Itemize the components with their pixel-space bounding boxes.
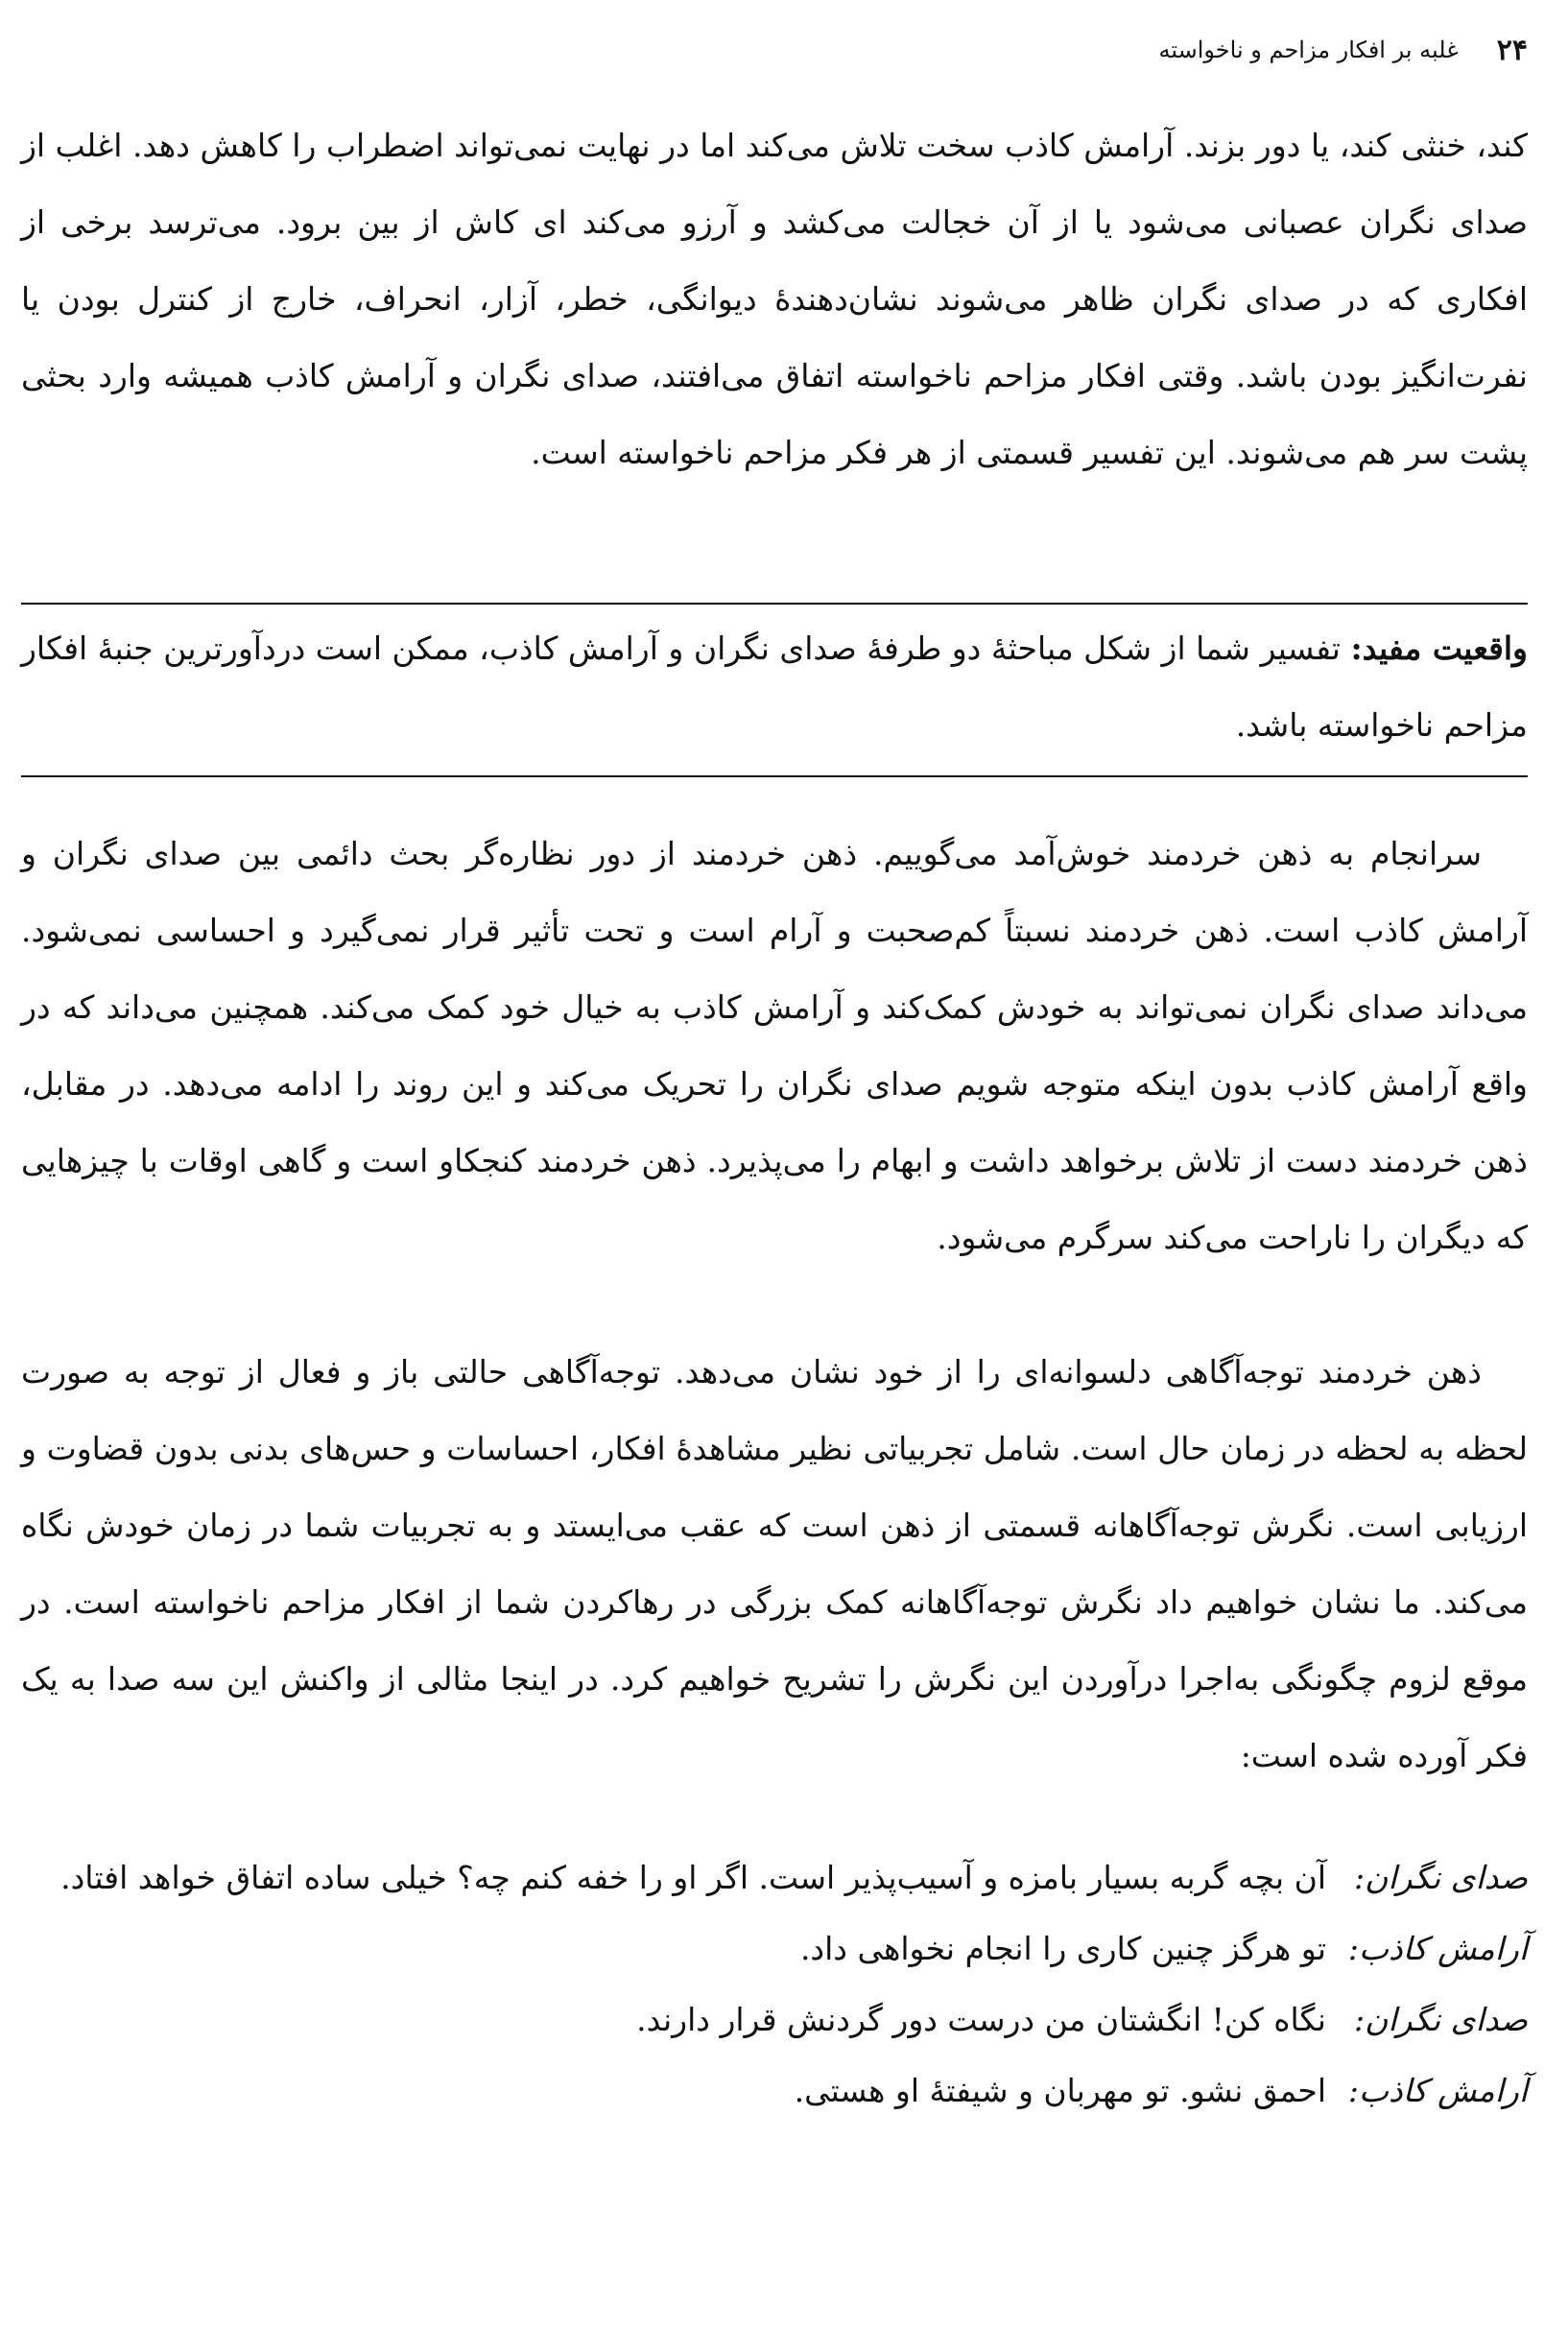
running-header [21,27,1528,73]
running-title: غلبه بر افکار مزاحم و ناخواسته [1158,36,1459,63]
dialogue-line [21,1913,1528,1984]
dialogue-speaker: صدای نگران: [1354,1859,1528,1896]
helpful-fact-box [21,610,1528,764]
helpful-fact-text: تفسیر شما از شکل مباحثهٔ دو طرفهٔ صدای نگران و آرامش کاذب، ممکن است دردآورترین جنبهٔ افکار مزاحم ناخواسته باشد. [21,630,1528,744]
dialogue-utterance: احمق نشو. تو مهربان و شیفتهٔ او هستی. [794,2072,1326,2109]
body-paragraph-1: کند، خنثی کند، یا دور بزند. آرامش کاذب سخت تلاش می‌کند اما در نهایت نمی‌تواند اضطراب را کاهش دهد. اغلب از صدای نگران عصبانی می‌شود یا از آن خجالت می‌کشد و آرزو می‌کند ای کاش از بین برود. می‌ترسد برخی از افکاری که در صدای نگران ظاهر می‌شوند نشان‌دهندهٔ دیوانگی، خطر، آزار، انحراف، خارج از کنترل بودن یا نفرت‌انگیز بودن باشد. وقتی افکار مزاحم ناخواسته اتفاق می‌افتند، صدای نگران و آرامش کاذب همیشه وارد بحثی پشت سر هم می‌شوند. این تفسیر قسمتی از هر فکر مزاحم ناخواسته است. [21,127,1528,471]
dialogue-utterance: نگاه کن! انگشتان من درست دور گردنش قرار دارند. [636,2001,1326,2038]
body-paragraph-3: ذهن خردمند توجه‌آگاهی دلسوانه‌ای را از خود نشان می‌دهد. توجه‌آگاهی حالتی باز و فعال از توجه به صورت لحظه به لحظه در زمان حال است. شامل تجربیاتی نظیر مشاهدهٔ افکار، احساسات و حس‌های بدنی بدون قضاوت و ارزیابی است. نگرش توجه‌آگاهانه قسمتی از ذهن است که عقب می‌ایستد و به تجربیات شما در زمان خودش نگاه می‌کند. ما نشان خواهیم داد نگرش توجه‌آگاهانه کمک بزرگی در رهاکردن شما از افکار مزاحم ناخواسته است. در موقع لزوم چگونگی به‌اجرا درآوردن این نگرش را تشریح خواهیم کرد. در اینجا مثالی از واکنش این سه صدا به یک فکر آورده شده است: [21,1353,1528,1774]
body-paragraph-2: سرانجام به ذهن خردمند خوش‌آمد می‌گوییم. ذهن خردمند از دور نظاره‌گر بحث دائمی بین صدای نگران و آرامش کاذب است. ذهن خردمند نسبتاً کم‌صحبت و آرام است و تحت تأثیر قرار نمی‌گیرد و احساسی نمی‌شود. می‌داند صدای نگران نمی‌تواند به خودش کمک‌کند و آرامش کاذب به خیال خود کمک می‌کند. همچنین می‌داند که در واقع آرامش کاذب بدون اینکه متوجه شویم صدای نگران را تحریک می‌کند و این روند را ادامه می‌دهد. در مقابل، ذهن خردمند دست از تلاش برخواهد داشت و ابهام را می‌پذیرد. ذهن خردمند کنجکاو است و گاهی اوقات با چیزهایی که دیگران را ناراحت می‌کند سرگرم می‌شود. [21,835,1528,1256]
dialogue-speaker: صدای نگران: [1354,2001,1528,2038]
dialogue-speaker: آرامش کاذب: [1347,2072,1528,2109]
callout-bottom-rule [21,775,1528,777]
book-page [21,0,1528,2329]
helpful-fact-label: واقعیت مفید: [1350,630,1528,667]
dialogue-utterance: آن بچه گربه بسیار بامزه و آسیب‌پذیر است. اگر او را خفه کنم چه؟ خیلی ساده اتفاق خواهد افتاد. [60,1859,1326,1896]
dialogue-line [21,2056,1528,2127]
dialogue-speaker: آرامش کاذب: [1347,1930,1528,1967]
voices-dialogue [21,1842,1528,2127]
dialogue-utterance: تو هرگز چنین کاری را انجام نخواهی داد. [799,1930,1326,1967]
callout-top-rule [21,603,1528,605]
page-number: ۲۴ [1496,33,1528,67]
dialogue-line [21,1984,1528,2056]
dialogue-line [21,1842,1528,1913]
